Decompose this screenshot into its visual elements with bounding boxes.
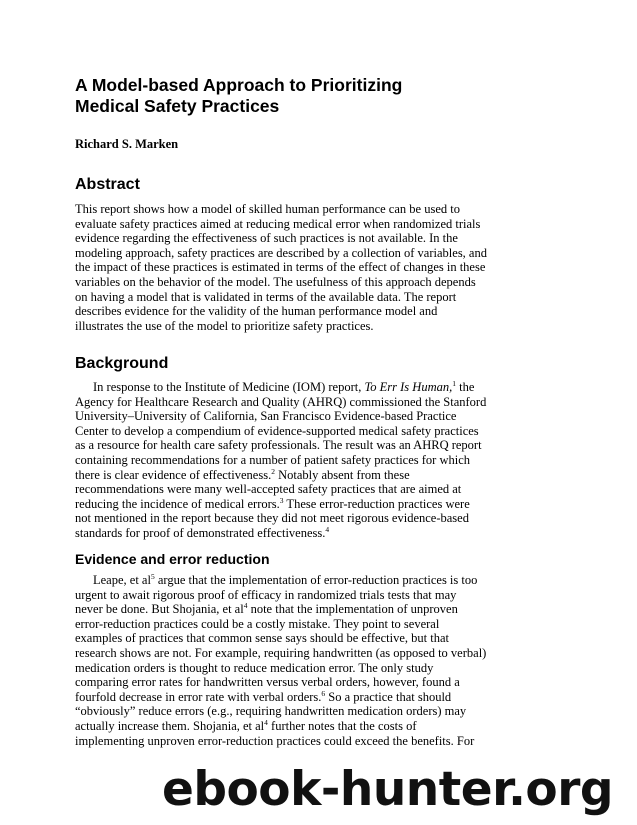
evidence-line: urgent to await rigorous proof of efficacy in randomized trials tests that may (75, 587, 457, 602)
evidence-line: never be done. But Shojania, et $al^4$ note that the implementation of unproven (75, 601, 458, 617)
evidence-line: fourfold decrease in error rate with verbal orders.$^6$ So a practice that should (75, 688, 452, 704)
abstract-heading: Abstract (75, 176, 140, 193)
author-name: Richard S. Marken (75, 137, 179, 151)
abstract-line: illustrates the use of the model to prioritize safety practices. (75, 318, 374, 333)
footnote-ref: 4 (325, 524, 330, 534)
background-line: standards for proof of demonstrated effectiveness.$^4$ (75, 524, 330, 540)
background-line: as a resource for health care safety professionals. The result was an AHRQ report (75, 438, 482, 453)
evidence-heading: Evidence and error reduction (75, 551, 270, 567)
abstract-line: variables on the behavior of the model. The usefulness of this approach depends (75, 274, 476, 289)
footnote-ref: 2 (271, 466, 275, 476)
title-line-1: A Model-based Approach to Prioritizing (75, 75, 403, 95)
book-title: To Err Is Human, (364, 380, 453, 394)
background-line: there is clear evidence of effectiveness.$^2$ Notably absent from these (75, 466, 410, 482)
watermark-text: ebook-hunter.org (162, 762, 614, 817)
background-line: containing recommendations for a number of patient safety practices for which (75, 452, 470, 467)
evidence-line: examples of practices that common sense says should be effective, but that (75, 631, 449, 646)
background-line: University–University of California, San Francisco Evidence-based Practice (75, 409, 457, 424)
evidence-line: Leape, et $al^5$ argue that the implementation of error-reduction practices is too (93, 572, 478, 587)
footnote-ref: 4 (243, 601, 248, 611)
abstract-line: evidence regarding the effectiveness of such practices is not available. In the (75, 231, 458, 246)
background-line: reducing the incidence of medical errors.$^3$ These error-reduction practices were (75, 495, 470, 511)
evidence-line: medication orders is thought to reduce medication error. The only study (75, 660, 434, 675)
background-line: In response to the Institute of Medicine (IOM) report, To Err Is Human,$^1$ the (93, 379, 475, 394)
background-heading: Background (75, 355, 169, 372)
title-line-2: Medical Safety Practices (75, 96, 280, 116)
abstract-line: on having a model that is validated in terms of the available data. The report (75, 289, 457, 304)
evidence-line: error-reduction practices could be a costly mistake. They point to several (75, 616, 440, 631)
evidence-line: comparing error rates for handwritten versus verbal orders, however, found a (75, 675, 460, 690)
evidence-line: implementing unproven error-reduction practices could exceed the benefits. For (75, 733, 475, 748)
evidence-line: research shows are not. For example, requiring handwritten (as opposed to verbal) (75, 645, 487, 660)
background-line: recommendations were many well-accepted safety practices that are aimed at (75, 482, 462, 497)
document-title (75, 75, 555, 117)
background-line: Agency for Healthcare Research and Quality (AHRQ) commissioned the Stanford (75, 394, 487, 409)
background-line: not mentioned in the report because they did not meet rigorous evidence-based (75, 511, 469, 526)
abstract-line: modeling approach, safety practices are described by a collection of variables, and (75, 245, 487, 260)
abstract-line: This report shows how a model of skilled human performance can be used to (75, 202, 460, 216)
footnote-ref: 5 (150, 572, 155, 581)
evidence-body (75, 573, 570, 748)
footnote-ref: 6 (321, 688, 326, 698)
abstract-line: the impact of these practices is estimated in terms of the effect of changes in these (75, 260, 486, 275)
background-line: Center to develop a compendium of evidence-supported medical safety practices (75, 423, 479, 438)
evidence-line: “obviously” reduce errors (e.g., requiring handwritten medication orders) may (75, 704, 467, 719)
footnote-ref: 3 (279, 495, 284, 505)
footnote-ref: 4 (264, 717, 268, 727)
abstract-body (75, 202, 570, 333)
abstract-line: describes evidence for the validity of the human performance model and (75, 304, 438, 319)
evidence-line: actually increase them. Shojania, et $al^4$ further notes that the costs of (75, 717, 417, 733)
abstract-line: evaluate safety practices aimed at reducing medical error when randomized trials (75, 216, 481, 231)
background-body (75, 380, 570, 541)
footnote-ref: 1 (452, 379, 456, 388)
